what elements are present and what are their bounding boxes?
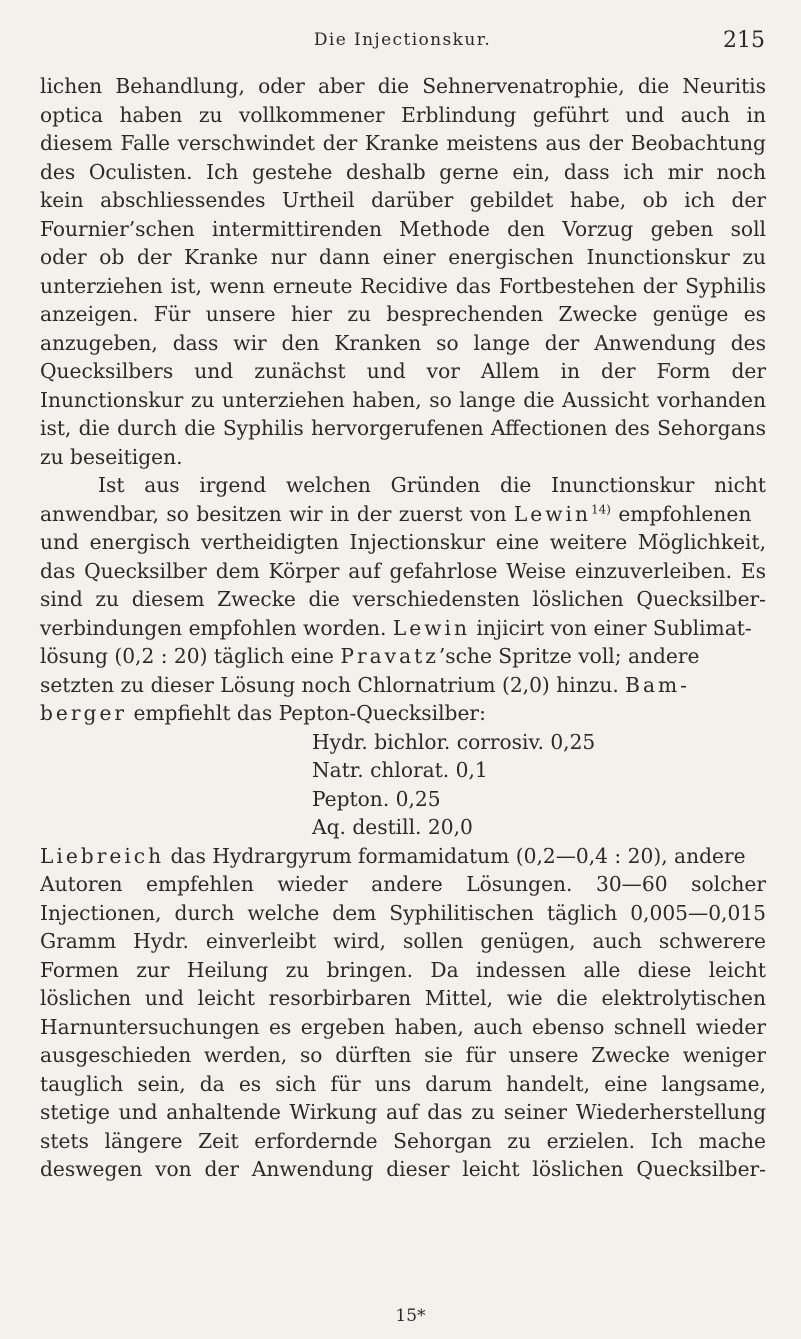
formula-line: Pepton. 0,25 (312, 786, 441, 811)
author-name: Pravatz (340, 644, 439, 668)
author-name: Bam- (625, 672, 691, 697)
text-line: und energisch vertheidigten Injectionskur eine weitere Möglichkeit, (40, 530, 766, 554)
footnote-ref: 14) (590, 501, 611, 516)
text-line: ist, die durch die Syphilis hervorgerufenen Affectionen des Sehorgans (40, 416, 766, 440)
author-name: Lewin (513, 501, 591, 526)
text-line: Injectionen, durch welche dem Syphilitischen täglich 0,005—0,015 (40, 900, 766, 925)
text-line: oder ob der Kranke nur dann einer energischen Inunctionskur zu (40, 245, 766, 269)
formula-line: Aq. destill. 20,0 (312, 815, 473, 839)
text-line: anzugeben, dass wir den Kranken so lange der Anwendung des (40, 330, 766, 355)
text-line: tauglich sein, da es sich für uns darum handelt, eine langsame, (40, 1071, 766, 1096)
text-line: Harnuntersuchungen es ergeben haben, auch ebenso schnell wieder (40, 1014, 766, 1039)
text-line: des Oculisten. Ich gestehe deshalb gerne ein, dass ich mir noch (40, 159, 766, 184)
text-line: berger empfiehlt das Pepton-Quecksilber: (40, 701, 486, 725)
text-line: stets längere Zeit erfordernde Sehorgan zu erzielen. Ich mache (40, 1128, 766, 1153)
text-line: lösung (0,2 : 20) täglich eine Pravatz’sche Spritze voll; andere (40, 644, 700, 668)
page-number: 215 (723, 28, 765, 53)
text-line: unterziehen ist, wenn erneute Recidive das Fortbestehen der Syphilis (40, 273, 766, 298)
text-line: ausgeschieden werden, so dürften sie für unsere Zwecke weniger (40, 1043, 766, 1067)
text-line: anwendbar, so besitzen wir in der zuerst von Lewin$^{14)}$ empfohlenen (40, 501, 752, 526)
text-line: Liebreich das Hydrargyrum formamidatum (0,2—0,4 : 20), andere (40, 843, 746, 868)
text-line: sind zu diesem Zwecke die verschiedensten löslichen Quecksilber- (40, 587, 766, 611)
text-line: Autoren empfehlen wieder andere Lösungen. 30—60 solcher (40, 872, 766, 896)
text-line: verbindungen empfohlen worden. Lewin injicirt von einer Sublimat- (40, 615, 752, 640)
text-line: lichen Behandlung, oder aber die Sehnervenatrophie, die Neuritis (40, 74, 766, 98)
signature-mark: 15* (395, 1306, 426, 1326)
text-line: das Quecksilber dem Körper auf gefahrlose Weise einzuverleiben. Es (40, 558, 766, 583)
text-line: Ist aus irgend welchen Gründen die Inunctionskur nicht (98, 473, 766, 497)
text-line: Fournier’schen intermittirenden Methode den Vorzug geben soll (40, 216, 766, 241)
text-line: kein abschliessendes Urtheil darüber gebildet habe, ob ich der (40, 188, 766, 212)
author-name: Liebreich (40, 843, 165, 868)
text-line: anzeigen. Für unsere hier zu besprechenden Zwecke genüge es (40, 302, 766, 326)
author-name: berger (40, 701, 128, 725)
formula-line: Natr. chlorat. 0,1 (312, 758, 488, 782)
text-line: Gramm Hydr. einverleibt wird, sollen genügen, auch schwerere (40, 929, 766, 953)
text-line: zu beseitigen. (40, 444, 183, 469)
text-line: Formen zur Heilung zu bringen. Da indessen alle diese leicht (40, 957, 766, 982)
text-line: stetige und anhaltende Wirkung auf das zu seiner Wiederherstellung (40, 1100, 766, 1124)
text-line: löslichen und leicht resorbirbaren Mittel, wie die elektrolytischen (40, 986, 766, 1010)
page-header (40, 28, 765, 58)
running-title: Die Injectionskur. (313, 30, 492, 50)
text-line: deswegen von der Anwendung dieser leicht löslichen Quecksilber- (40, 1157, 766, 1181)
text-line: Inunctionskur zu unterziehen haben, so lange die Aussicht vorhanden (40, 387, 766, 412)
text-line: Quecksilbers und zunächst und vor Allem in der Form der (40, 359, 766, 383)
text-line: diesem Falle verschwindet der Kranke meistens aus der Beobachtung (40, 131, 766, 155)
text-line: optica haben zu vollkommener Erblindung geführt und auch in (40, 102, 766, 127)
page-body (40, 72, 766, 1184)
formula-line: Hydr. bichlor. corrosiv. 0,25 (312, 729, 596, 754)
text-line: setzten zu dieser Lösung noch Chlornatrium (2,0) hinzu. Bam- (40, 672, 691, 697)
author-name: Lewin (392, 615, 470, 640)
